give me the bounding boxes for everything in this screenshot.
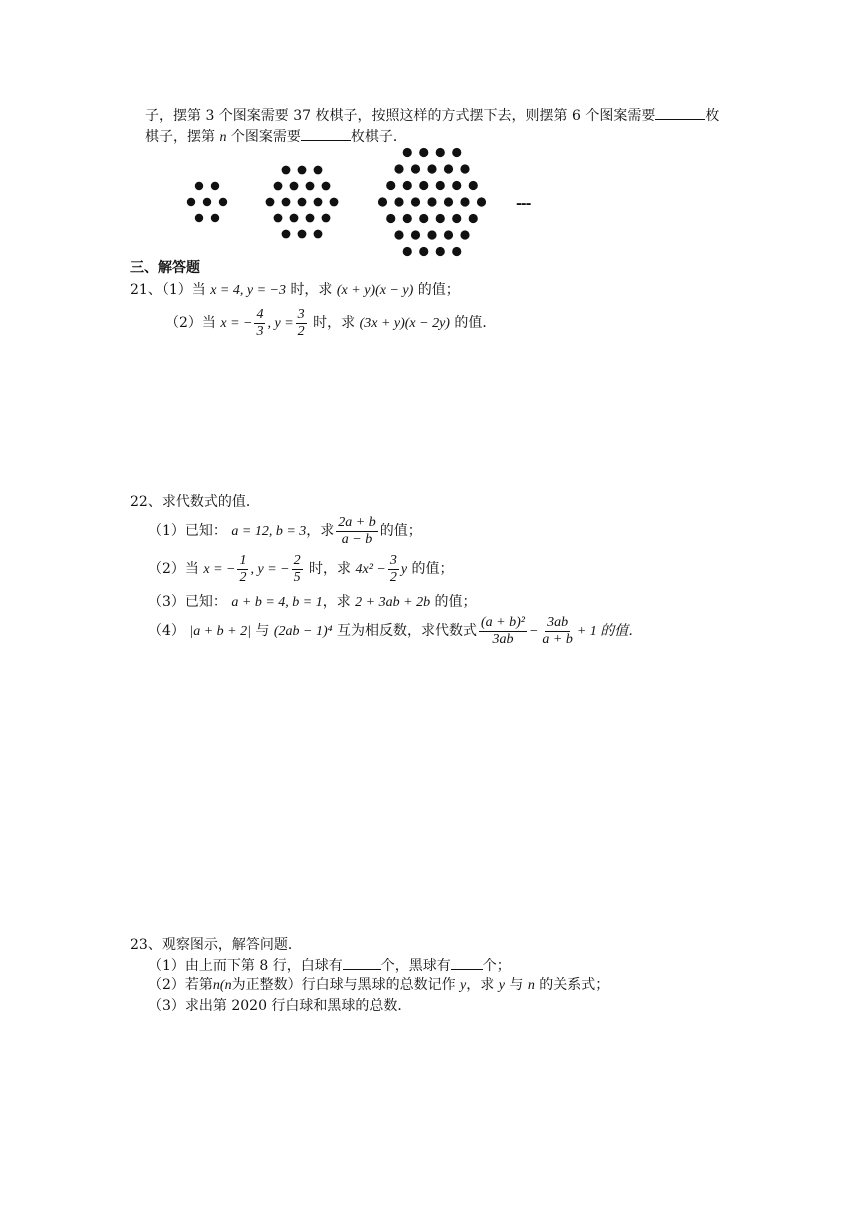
dot	[477, 197, 486, 206]
pattern-1	[187, 182, 227, 222]
answer-blank-2	[301, 126, 351, 141]
answer-blank-black	[451, 955, 483, 970]
q22-part-2: （2）当 x = − $\frac{1}{2}$ , y = − $\frac{2}{5}$ 时，求 4x² − $\frac{3}{2}$ y 的值；	[148, 552, 454, 585]
dot	[298, 230, 307, 239]
q23-part-2: （2）若第n(n为正整数）行白球与黑球的总数记作 y，求 y 与 n 的关系式；	[148, 977, 610, 993]
dot	[436, 148, 445, 157]
fraction: $\frac{\text{(a + b)²}}{3ab}$	[480, 614, 525, 647]
fraction: $\frac{2a + b}{a - b}$	[338, 514, 376, 547]
dot	[419, 214, 428, 223]
dot	[298, 166, 307, 175]
q22-part-3: （3）已知： a + b = 4, b = 1，求 2 + 3ab + 2b 的值；	[148, 594, 477, 610]
dot	[322, 182, 331, 191]
fraction: $\frac{4}{3}$	[256, 306, 264, 339]
dot	[444, 230, 453, 239]
pattern-2	[266, 166, 339, 239]
fraction: $\frac{2}{5}$	[293, 552, 301, 585]
dot	[306, 182, 315, 191]
dot	[274, 182, 283, 191]
dot	[419, 247, 428, 256]
dot	[427, 197, 436, 206]
dot	[195, 182, 203, 190]
dot	[187, 198, 195, 206]
dot	[386, 181, 395, 190]
dot	[411, 197, 420, 206]
dot	[314, 198, 323, 207]
dot	[306, 214, 315, 223]
q21-part-2: （2）当 x = − $\frac{4}{3}$ , y = $\frac{3}{2}$ 时，求 (3x + y)(x − 2y) 的值．	[165, 306, 497, 339]
dot	[314, 230, 323, 239]
dot	[314, 166, 323, 175]
answer-blank-white	[343, 955, 381, 970]
dot	[330, 198, 339, 207]
dot	[444, 197, 453, 206]
q21-part-1: 21、（1）当 x = 4, y = −3 时，求 (x + y)(x − y) 的值；	[130, 282, 460, 298]
section-title: 三、解答题	[130, 260, 200, 276]
dot	[460, 197, 469, 206]
dot	[386, 214, 395, 223]
dot	[211, 182, 219, 190]
dot	[282, 230, 291, 239]
dot	[403, 214, 412, 223]
ellipsis: ---	[516, 196, 531, 212]
dot	[411, 164, 420, 173]
dot	[419, 148, 428, 157]
dot	[203, 198, 211, 206]
dot	[452, 148, 461, 157]
dot	[452, 181, 461, 190]
dot	[436, 214, 445, 223]
dot	[469, 181, 478, 190]
dot	[460, 230, 469, 239]
q20-line-2: 棋子，摆第 n 个图案需要 枚棋子．	[145, 126, 407, 148]
q22-part-1: （1）已知： a = 12, b = 3，求 $\frac{2a + b}{a - b}$ 的值；	[148, 514, 422, 547]
dot	[394, 230, 403, 239]
dot	[419, 181, 428, 190]
dot	[290, 214, 299, 223]
dot	[219, 198, 227, 206]
dot	[469, 214, 478, 223]
dot	[444, 164, 453, 173]
dot	[452, 247, 461, 256]
fraction: $\frac{3}{2}$	[389, 552, 397, 585]
fraction: $\frac{3}{2}$	[297, 306, 305, 339]
dot	[403, 148, 412, 157]
dot	[282, 166, 291, 175]
dot	[290, 182, 299, 191]
dot	[460, 164, 469, 173]
dot	[427, 164, 436, 173]
dot	[411, 230, 420, 239]
dot	[403, 181, 412, 190]
dot	[211, 214, 219, 222]
dot	[427, 230, 436, 239]
dot	[403, 247, 412, 256]
dot	[378, 197, 387, 206]
dot	[436, 181, 445, 190]
q20-line-1: 子，摆第 3 个图案需要 37 枚棋子，按照这样的方式摆下去，则摆第 6 个图案需要 枚	[145, 105, 719, 126]
pattern-3	[378, 148, 486, 256]
dot	[274, 214, 283, 223]
q22-title: 22、求代数式的值．	[130, 494, 260, 510]
dot	[322, 214, 331, 223]
dot	[394, 164, 403, 173]
dot	[394, 197, 403, 206]
dot	[452, 214, 461, 223]
dot	[266, 198, 275, 207]
q22-part-4: （4） |a + b + 2| 与 (2ab − 1)⁴ 互为相反数，求代数式 $\frac{\text{(a + b)²}}{3ab}$ − $\frac{3ab}{a + b}$ + 1 的值．	[148, 614, 643, 647]
q23-part-3: （3）求出第 2020 行白球和黑球的总数．	[148, 998, 412, 1014]
dot	[282, 198, 291, 207]
dot	[195, 214, 203, 222]
fraction: $\frac{3ab}{a + b}$	[542, 614, 573, 647]
fraction: $\frac{1}{2}$	[239, 552, 247, 585]
q23-part-1: （1）由上而下第 8 行，白球有 个，黑球有 个；	[148, 955, 511, 976]
dot	[298, 198, 307, 207]
q23-title: 23、观察图示，解答问题．	[130, 937, 302, 953]
answer-blank-1	[655, 105, 705, 120]
hexagon-dot-patterns	[170, 145, 730, 260]
dot	[436, 247, 445, 256]
